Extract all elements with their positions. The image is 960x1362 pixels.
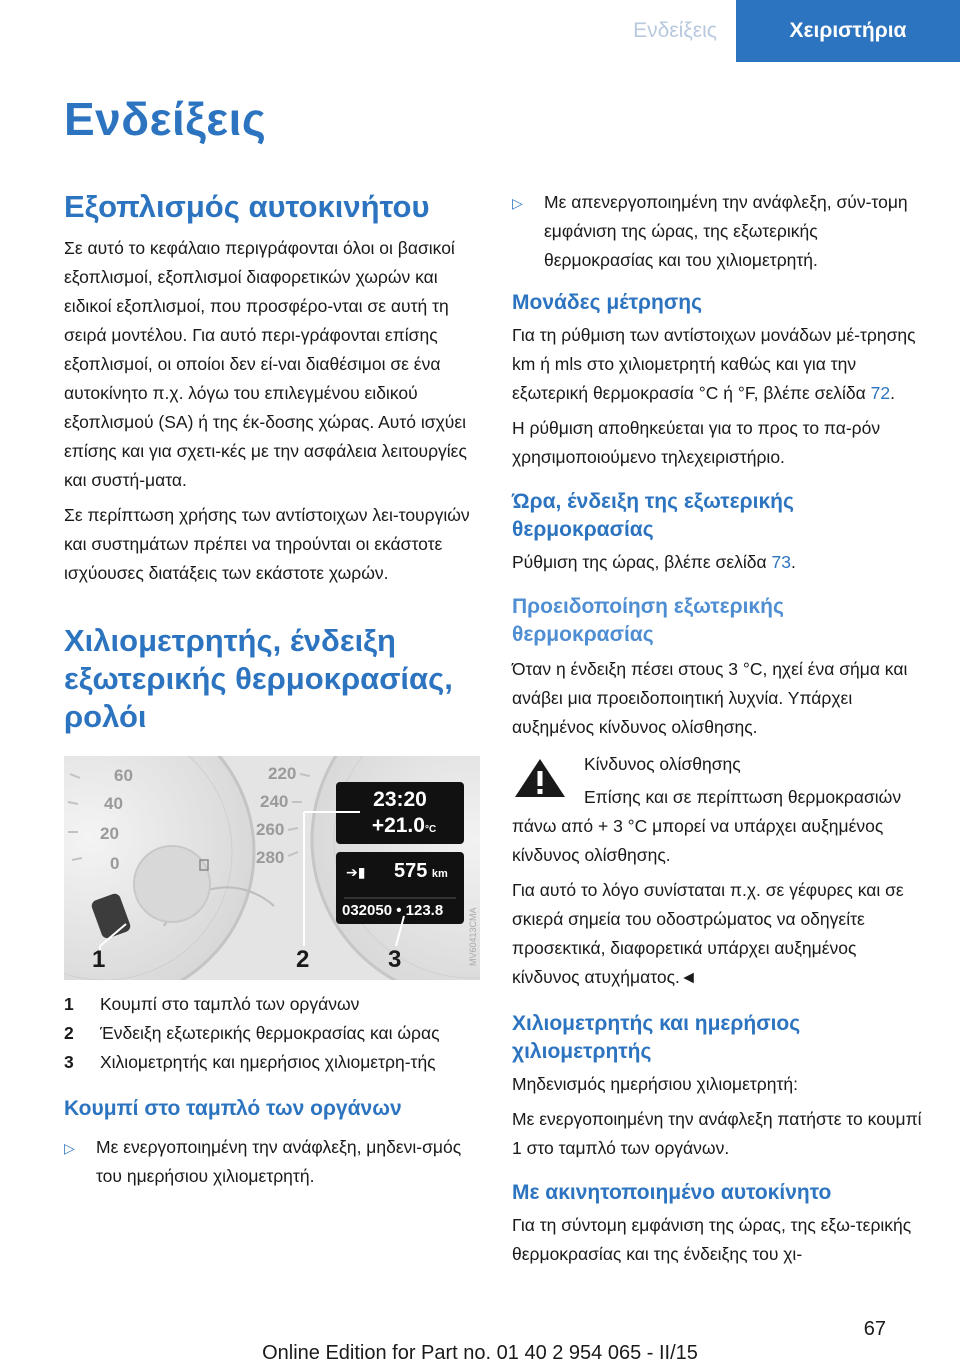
warning-triangle-icon <box>512 756 568 800</box>
list-item <box>64 1048 480 1077</box>
page-title: Ενδείξεις <box>64 93 267 145</box>
units-text-end: . <box>890 383 895 403</box>
heading-trip: Χιλιομετρητής και ημερήσιος χιλιομετρητής <box>512 1012 801 1063</box>
paragraph-units-1 <box>512 321 928 408</box>
list-item-number: 3 <box>64 1052 74 1072</box>
triangle-bullet-icon: ▷ <box>64 1140 75 1156</box>
display-temperature-unit: °C <box>424 824 437 835</box>
right-column <box>512 188 928 1269</box>
edition-text: Online Edition for Part no. 01 40 2 954 065 - II/15 <box>262 1342 698 1362</box>
paragraph-parked: Για τη σύντομη εμφάνιση της ώρας, της εξω-τερικής θερμοκρασίας και της ένδειξης του χι- <box>512 1215 912 1264</box>
paragraph-units-2: Η ρύθμιση αποθηκεύεται για το προς το πα-ρόν χρησιμοποιούμενο τηλεχειριστήριο. <box>512 418 881 467</box>
caution-title: Κίνδυνος ολίσθησης <box>584 754 741 774</box>
display-temperature <box>340 814 468 838</box>
caution-block <box>512 750 928 812</box>
fuel-arrow-icon: ➔▮ <box>346 864 366 880</box>
display-odometer-trip: 123.8 <box>405 902 444 919</box>
list-item-text: Ένδειξη εξωτερικής θερμοκρασίας και ώρας <box>100 1023 440 1043</box>
list-item-text: Χιλιομετρητής και ημερήσιος χιλιομετρη-τής <box>100 1052 436 1072</box>
bullet-text: Με ενεργοποιημένη την ανάφλεξη, μηδενι-σμός του ημερήσιου χιλιομετρητή. <box>96 1137 462 1186</box>
heading-equipment: Εξοπλισμός αυτοκινήτου <box>64 189 430 224</box>
paragraph-equipment-1: Σε αυτό το κεφάλαιο περιγράφονται όλοι οι βασικοί εξοπλισμοί, εξοπλισμοί διαφορετικών χωρών και ειδικοί εξοπλισμοί, που προσφέρο-νται σε αυτή τη σειρά μοντέλου. Για αυτό περι-γράφονται επίσης εξοπλισμοί, οι οποίοι δεν εί-ναι διαθέσιμοι σε ένα αυτοκίνητο π.χ. λόγω του επιλεγμένου ειδικού εξοπλισμού (SA) ή της έκ-δοσης χώρας. Αυτό ισχύει επίσης και για σχετι-κές με την ασφάλεια λειτουργίες και συστή-ματα. <box>64 238 467 490</box>
callout-3: 3 <box>388 946 402 973</box>
units-text: Για τη ρύθμιση των αντίστοιχων μονάδων μέ-τρησης km ή mls στο χιλιομετρητή καθώς και για την εξωτερική θερμοκρασία °C ή °F, βλέπε σελίδα <box>512 325 916 403</box>
list-item <box>64 990 480 1019</box>
heading-units: Μονάδες μέτρησης <box>512 291 702 314</box>
header-tabs <box>614 0 960 62</box>
instrument-cluster-figure <box>64 756 480 980</box>
bullet-item <box>512 188 928 275</box>
speed-label-220: 220 <box>268 764 297 783</box>
speed-label-280: 280 <box>256 848 285 867</box>
speed-label-260: 260 <box>256 820 285 839</box>
display-range-value: 575 <box>394 860 428 882</box>
bullet-item <box>64 1133 480 1191</box>
speed-label-0: 0 <box>110 854 120 873</box>
list-item-number: 1 <box>64 994 74 1014</box>
paragraph-trip-1: Μηδενισμός ημερήσιου χιλιομετρητή: <box>512 1074 798 1094</box>
left-column <box>64 188 480 1191</box>
page-link-73[interactable]: 73 <box>771 552 791 572</box>
list-item-text: Κουμπί στο ταμπλό των οργάνων <box>100 994 360 1014</box>
speed-label-40: 40 <box>104 794 123 813</box>
callout-list <box>64 990 480 1077</box>
caution-text: πάνω από + 3 °C μπορεί να υπάρχει αυξημένος κίνδυνος ολίσθησης. <box>512 816 884 865</box>
tab-section[interactable]: Ενδείξεις <box>614 0 736 62</box>
heading-parked: Με ακινητοποιημένο αυτοκίνητο <box>512 1181 832 1204</box>
list-item-number: 2 <box>64 1023 74 1043</box>
tab-chapter[interactable]: Χειριστήρια <box>736 0 960 62</box>
paragraph-temp-warning: Όταν η ένδειξη πέσει στους 3 °C, ηχεί ένα σήμα και ανάβει μια προειδοποιητική λυχνία. Υπάρχει αυξημένος κίνδυνος ολίσθησης. <box>512 659 908 737</box>
callout-1: 1 <box>92 946 106 973</box>
time-text-end: . <box>790 552 796 572</box>
heading-odometer: Χιλιομετρητής, ένδειξη εξωτερικής θερμοκρασίας, ρολόι <box>64 623 453 734</box>
heading-button: Κουμπί στο ταμπλό των οργάνων <box>64 1097 402 1120</box>
caution-text-2: Για αυτό το λόγο συνίσταται π.χ. σε γέφυρες και σε σκιερά σημεία του οδοστρώματος να οδηγείτε προσεκτικά, διαφορετικά υπάρχει αυξημένος κίνδυνος ατυχήματος.◄ <box>512 880 904 987</box>
time-text: Ρύθμιση της ώρας, βλέπε σελίδα <box>512 552 772 572</box>
display-temperature-value: +21.0 <box>371 814 425 837</box>
page-number: 67 <box>863 1318 886 1340</box>
display-odometer-total: 032050 <box>342 902 393 919</box>
caution-line-1: Επίσης και σε περίπτωση θερμοκρασιών <box>584 787 902 807</box>
page-link-72[interactable]: 72 <box>870 383 891 403</box>
speed-label-60: 60 <box>114 766 133 785</box>
figure-watermark: MV60413CMA <box>468 907 478 966</box>
display-range-unit: km <box>431 868 448 880</box>
heading-temp-warning: Προειδοποίηση εξωτερικής θερμοκρασίας <box>512 595 784 646</box>
display-range <box>394 860 448 883</box>
paragraph-trip-2: Με ενεργοποιημένη την ανάφλεξη πατήστε το κουμπί 1 στο ταμπλό των οργάνων. <box>512 1109 922 1158</box>
bullet-text: Με απενεργοποιημένη την ανάφλεξη, σύν-τομη εμφάνιση της ώρας, της εξωτερικής θερμοκρασίας και του χιλιομετρητή. <box>544 192 908 270</box>
caution-header <box>584 750 901 812</box>
callout-2: 2 <box>296 946 310 973</box>
triangle-bullet-icon: ▷ <box>512 195 523 211</box>
display-odometer: 032050 • 123.8 <box>342 902 444 919</box>
speed-label-20: 20 <box>100 824 119 843</box>
display-clock: 23:20 <box>373 788 427 811</box>
heading-time: Ώρα, ένδειξη της εξωτερικής θερμοκρασίας <box>512 490 794 541</box>
speed-label-240: 240 <box>260 792 289 811</box>
list-item <box>64 1019 480 1048</box>
paragraph-time <box>512 548 928 577</box>
paragraph-equipment-2: Σε περίπτωση χρήσης των αντίστοιχων λει-τουργιών και συστημάτων πρέπει να τηρούνται οι εκάστοτε ισχύουσες διατάξεις των εκάστοτε χωρών. <box>64 505 470 583</box>
